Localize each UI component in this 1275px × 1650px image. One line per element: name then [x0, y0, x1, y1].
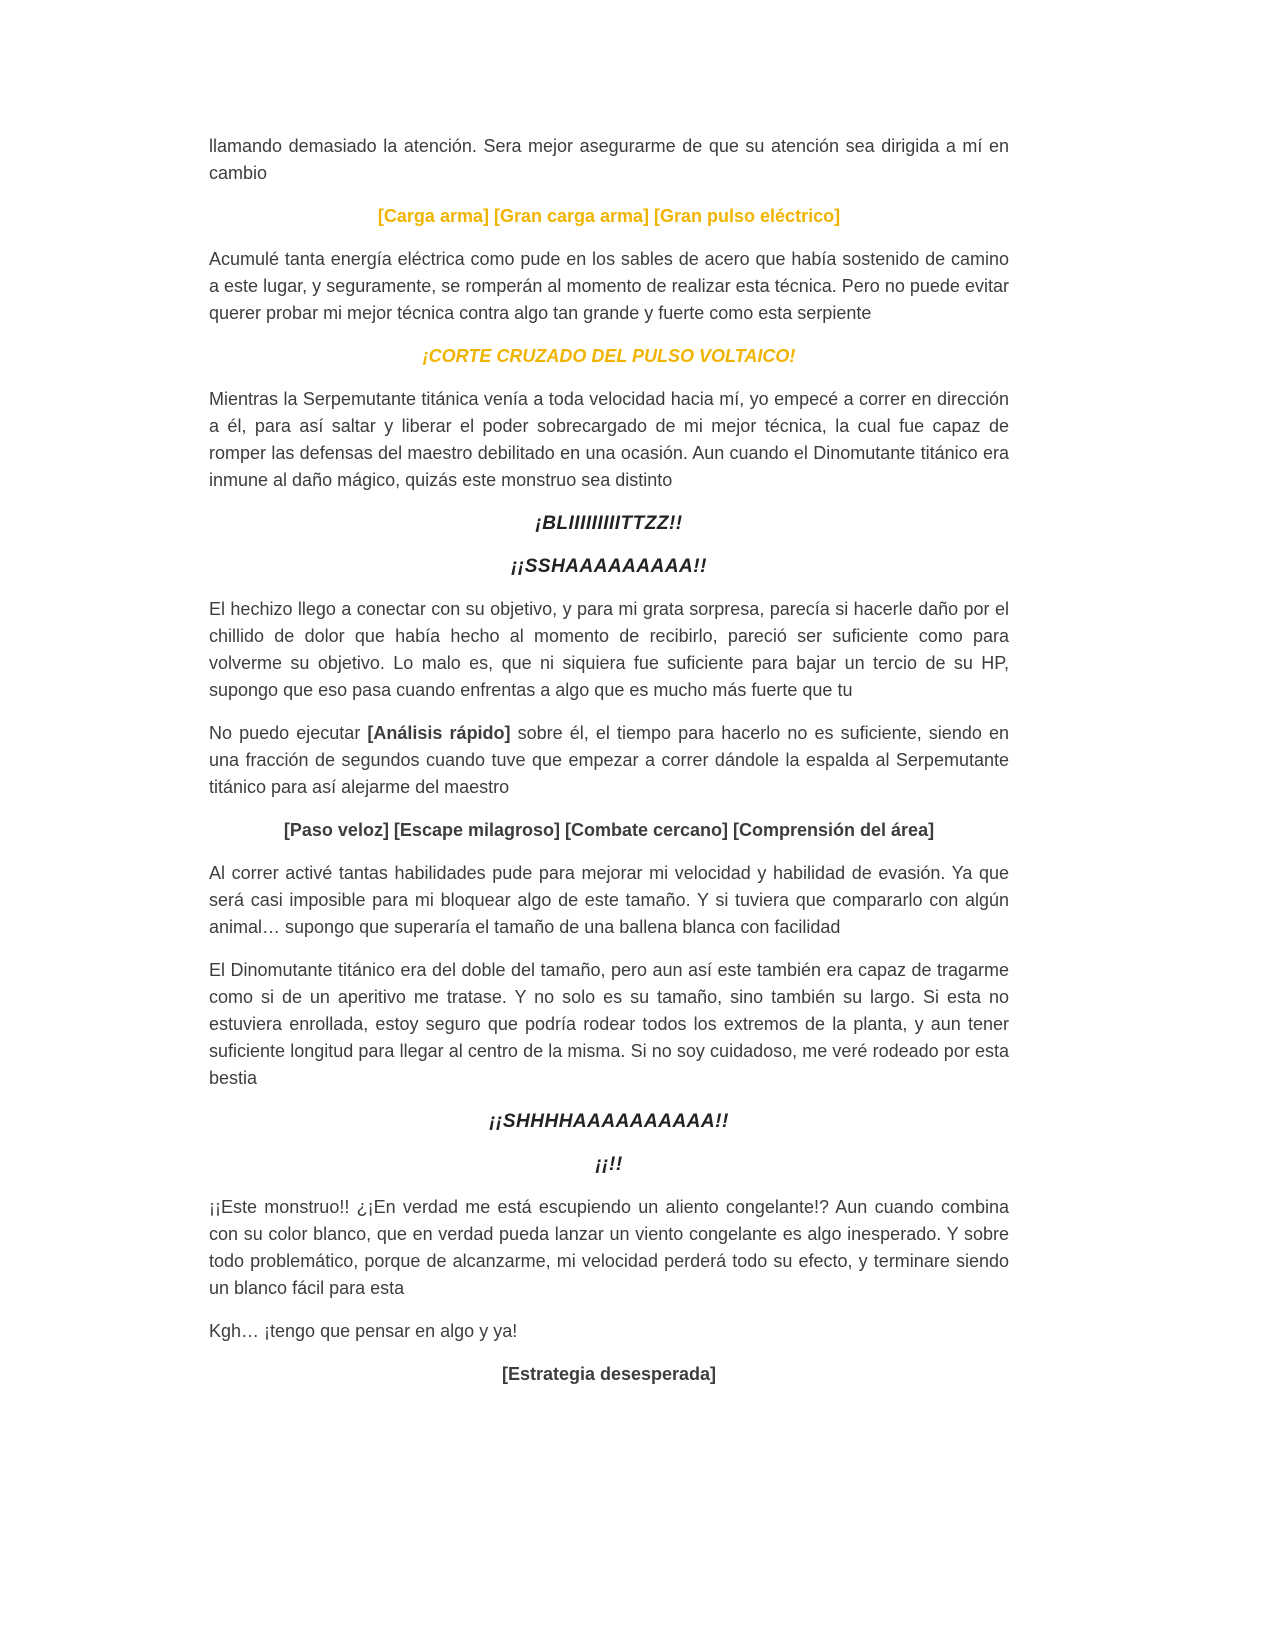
paragraph-intro: llamando demasiado la atención. Sera mejor asegurarme de que su atención sea dirigida a mí en cambio [209, 136, 1009, 183]
skill-line-evasion: [Paso veloz] [Escape milagroso] [Combate cercano] [Comprensión del área] [283, 820, 935, 840]
inline-skill-quick-analysis: [Análisis rápido] [367, 723, 511, 743]
paragraph-kgh: Kgh… ¡tengo que pensar en algo y ya! [209, 1321, 518, 1341]
paragraph-energy-charge: Acumulé tanta energía eléctrica como pude en los sables de acero que había sostenido de camino a este lugar, y seguramente, se romperán al momento de realizar esta técnica. Pero no puede evitar querer probar mi mejor técnica contra algo tan grande y fuerte como esta serpiente [209, 249, 1009, 323]
paragraph-text-before: No puedo ejecutar [209, 723, 368, 743]
skill-line-desperate-strategy: [Estrategia desesperada] [501, 1364, 717, 1384]
paragraph-spell-hit: El hechizo llego a conectar con su objetivo, y para mi grata sorpresa, parecía si hacerle daño por el chillido de dolor que había hecho al momento de recibirlo, pareció ser suficiente como para volverme su objetivo. Lo malo es, que ni siquiera fue suficiente para bajar un tercio de su HP, supongo que eso pasa cuando enfrentas a algo que es mucho más fuerte que tu [209, 599, 1009, 700]
spell-name-voltaic-cross-cut: ¡CORTE CRUZADO DEL PULSO VOLTAICO! [422, 346, 796, 366]
paragraph-text-after: sobre él, el tiempo para hacerlo no es suficiente, siendo en una fracción de segundos cuando tuve que empezar a correr dándole la espalda al Serpemutante titánico para así alejarme del maestro [209, 723, 1009, 797]
paragraph-size-comparison: El Dinomutante titánico era del doble del tamaño, pero aun así este también era capaz de tragarme como si de un aperitivo me tratase. Y no solo es su tamaño, sino también su largo. Si esta no estuviera enrollada, estoy seguro que podría rodear todos los extremos de la planta, y aun tener suficiente longitud para llegar al centro de la misma. Si no soy cuidadoso, me veré rodeado por esta bestia [209, 960, 1009, 1088]
sfx-exclamation: ¡¡!! [595, 1154, 623, 1175]
skill-line-weapon-charge: [Carga arma] [Gran carga arma] [Gran pulso eléctrico] [377, 206, 841, 226]
paragraph-serpent-charge: Mientras la Serpemutante titánica venía a toda velocidad hacia mí, yo empecé a correr en dirección a él, para así saltar y liberar el poder sobrecargado de mi mejor técnica, la cual fue capaz de romper las defensas del maestro debilitado en una ocasión. Aun cuando el Dinomutante titánico era inmune al daño mágico, quizás este monstruo sea distinto [209, 389, 1009, 490]
paragraph-speed-skills: Al correr activé tantas habilidades pude para mejorar mi velocidad y habilidad de evasión. Ya que será casi imposible para mi bloquear algo de este tamaño. Y si tuviera que compararlo con algún animal… supongo que superaría el tamaño de una ballena blanca con facilidad [209, 863, 1009, 937]
paragraph-quick-analysis [209, 720, 1009, 801]
paragraph-freezing-breath: ¡¡Este monstruo!! ¿¡En verdad me está escupiendo un aliento congelante!? Aun cuando combina con su color blanco, que en verdad pueda lanzar un viento congelante es algo inesperado. Y sobre todo problemático, porque de alcanzarme, mi velocidad perderá todo su efecto, y terminare siendo un blanco fácil para esta [209, 1197, 1009, 1298]
sfx-blitz: ¡BLIIIIIIIIITTZZ!! [535, 513, 683, 534]
sfx-shhhhaaa: ¡¡SHHHHAAAAAAAAAA!! [489, 1111, 729, 1132]
sfx-sshaa: ¡¡SSHAAAAAAAAA!! [511, 556, 707, 577]
